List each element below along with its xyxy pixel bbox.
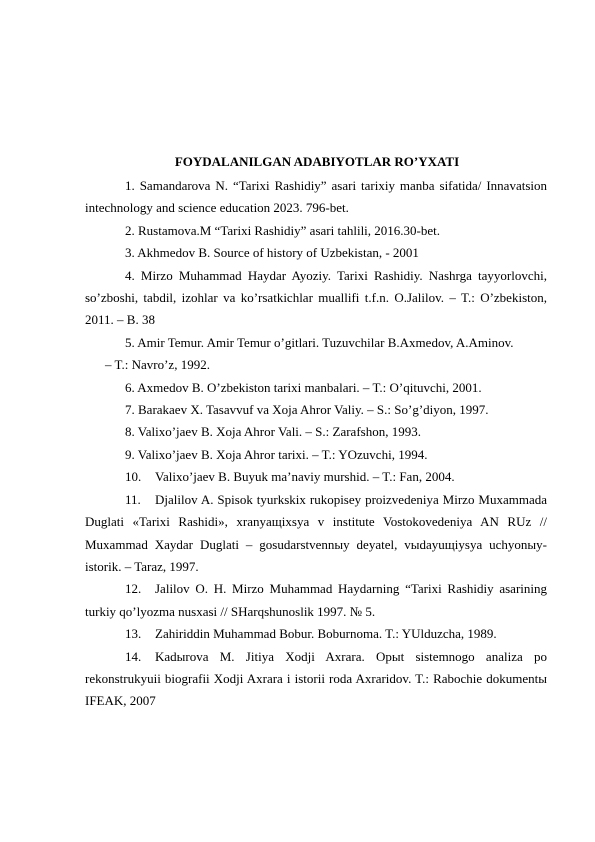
reference-text: Rustamova.M “Tarixi Rashidiy” asari tahlili, 2016.30-bet. [138, 222, 441, 238]
reference-item [85, 646, 547, 713]
reference-item [85, 332, 547, 354]
reference-text: Samandarova N. “Tarixi Rashidiy” asari tarixiy manba sifatida/ Innavatsion intechnology and science education 2023. 796-bet. [85, 178, 547, 216]
reference-text: Jalilov O. H. Mirzo Muhammad Haydarning “Tarixi Rashidiy asarining turkiy qo’lyozma nusxasi // SHarqshunoslik 1997. № 5. [85, 581, 547, 619]
reference-number: 5. [125, 334, 135, 350]
reference-text: – T.: Navro’z, 1992. [105, 357, 210, 373]
reference-number: 1. [125, 178, 135, 193]
reference-number: 4. [125, 267, 135, 283]
reference-item [85, 220, 547, 242]
reference-number: 3. [125, 245, 135, 261]
reference-text: Mirzo Muhammad Haydar Ayoziy. Tarixi Rashidiy. Nashrga tayyorlovchi, so’zboshi, tabdil, izohlar va ko’rsatkichlar muallifi t.f.n. O.Jalilov. – T.: O’zbekiston, 2011. – B. 38 [85, 267, 547, 328]
reference-text: Amir Temur. Amir Temur o’gitlari. Tuzuvchilar B.Axmedov, A.Aminov. [137, 334, 514, 350]
reference-text: Barakaev X. Tasavvuf va Xoja Ahror Valiy. – S.: So’g’diyon, 1997. [138, 402, 489, 418]
reference-number: 11. [125, 491, 141, 507]
reference-item [85, 265, 547, 332]
reference-text: Zahiriddin Muhammad Bobur. Boburnoma. T.: YUlduzcha, 1989. [155, 626, 497, 642]
reference-number: 7. [125, 402, 135, 418]
reference-text: Axmedov B. O’zbekiston tarixi manbalari. – T.: O’qituvchi, 2001. [137, 379, 482, 395]
reference-item [85, 578, 547, 623]
reference-number: 10. [125, 469, 142, 485]
reference-number: 6. [125, 379, 135, 395]
reference-item [85, 399, 547, 421]
reference-text: Kadыrova M. Jitiya Xodji Axrara. Opыt sistemnogo analiza po rekonstrukyuii biografii Xodji Axrara i istorii roda Axraridov. T.: Rabochie dokumentы IFEAK, 2007 [85, 648, 547, 709]
reference-item [85, 466, 547, 488]
reference-item [85, 242, 547, 264]
reference-text: Valixo’jaev B. Xoja Ahror Vali. – S.: Zarafshon, 1993. [137, 424, 421, 440]
reference-number: 8. [125, 424, 135, 440]
reference-text: Djalilov A. Spisok tyurkskix rukopisey proizvedeniya Mirzo Muxammada Duglati «Tarixi Rashidi», xranyaщixsya v institute Vostokovedeniya AN RUz // Muxammad Xaydar Duglati – gosudarstvennыy deyatel, vыdayuщiysya uchyonыy-istorik. – Taraz, 1997. [85, 491, 547, 574]
reference-item [85, 444, 547, 466]
reference-number: 12. [125, 581, 142, 597]
reference-number: 13. [125, 626, 142, 642]
page-title: FOYDALANILGAN ADABIYOTLAR RO’YXATI [174, 154, 460, 169]
reference-item [85, 489, 547, 579]
reference-item [85, 623, 547, 645]
reference-number: 9. [125, 446, 135, 462]
reference-item-continuation [85, 354, 547, 376]
reference-list [85, 175, 547, 713]
reference-number: 14. [125, 648, 142, 664]
reference-text: Akhmedov B. Source of history of Uzbekistan, - 2001 [137, 245, 419, 261]
reference-item [85, 175, 547, 220]
reference-item [85, 421, 547, 443]
reference-item [85, 377, 547, 399]
reference-text: Valixo’jaev B. Xoja Ahror tarixi. – T.: YOzuvchi, 1994. [137, 446, 428, 462]
reference-number: 2. [125, 222, 135, 238]
reference-text: Valixo’jaev B. Buyuk ma’naviy murshid. – T.: Fan, 2004. [155, 469, 455, 485]
